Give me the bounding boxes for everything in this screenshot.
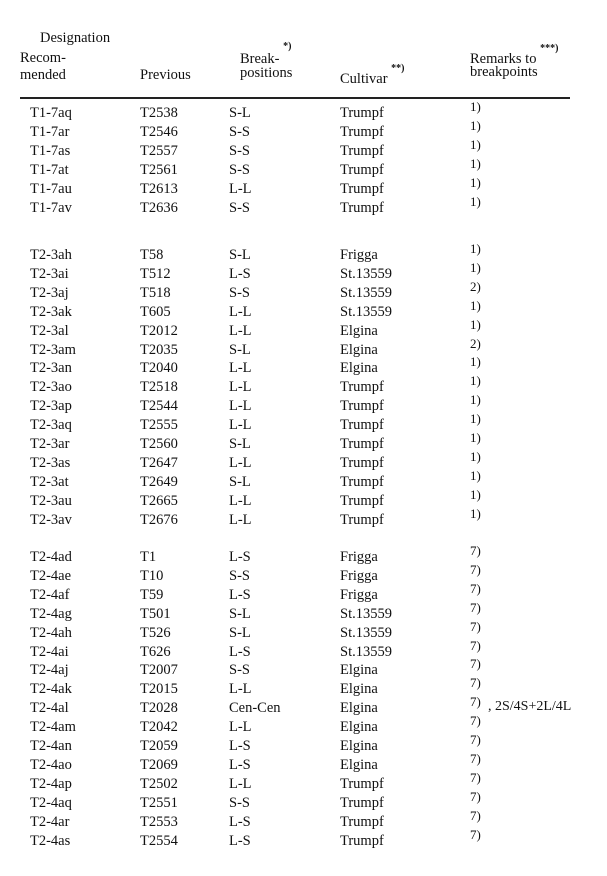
- breakpoints-cell: S-S: [229, 284, 250, 301]
- cultivar-cell: Frigga: [340, 586, 378, 603]
- remark-cell: 7): [470, 694, 481, 710]
- cultivar-cell: Trumpf: [340, 417, 384, 434]
- recommended-cell: T2-3ai: [30, 265, 69, 282]
- recommended-cell: T2-4ak: [30, 681, 72, 698]
- previous-cell: T2012: [140, 322, 178, 339]
- recommended-cell: T2-4ar: [30, 813, 70, 830]
- remark-extra-cell: , 2S/4S+2L/4L: [488, 699, 572, 715]
- table-row: [0, 316, 600, 340]
- table-row: [0, 486, 600, 510]
- previous-cell: T2028: [140, 700, 178, 717]
- previous-cell: T2551: [140, 794, 178, 811]
- remark-cell: 7): [470, 599, 481, 615]
- cultivar-cell: Trumpf: [340, 813, 384, 830]
- table-row: [0, 467, 600, 491]
- cultivar-cell: Trumpf: [340, 379, 384, 396]
- cultivar-cell: Frigga: [340, 247, 378, 263]
- break-header-line1: [240, 41, 292, 67]
- remark-cell: 7): [470, 580, 481, 596]
- remark-cell: 1): [470, 486, 481, 502]
- cultivar-cell: Trumpf: [340, 511, 384, 528]
- recommended-cell: T2-3ap: [30, 398, 72, 415]
- previous-cell: T2554: [140, 832, 178, 849]
- previous-cell: T2015: [140, 681, 178, 698]
- table-row: [0, 561, 600, 585]
- recommended-cell: T2-4ai: [30, 643, 69, 660]
- table-row: [0, 136, 600, 160]
- previous-cell: T2546: [140, 123, 178, 140]
- remarks-header-label: Remarks to: [470, 50, 537, 67]
- cultivar-cell: Trumpf: [340, 199, 384, 216]
- breakpoints-cell: S-S: [229, 161, 250, 178]
- cultivar-cell: St.13559: [340, 605, 392, 622]
- recommended-cell: T2-3ao: [30, 379, 72, 396]
- table-row: [0, 174, 600, 198]
- recommended-cell: T1-7ar: [30, 123, 70, 140]
- table-row: [0, 807, 600, 831]
- recommended-cell: T2-3ak: [30, 303, 72, 320]
- recommended-cell: T2-3av: [30, 511, 72, 528]
- recommended-cell: T2-4ae: [30, 567, 72, 584]
- breakpoints-cell: L-L: [229, 360, 252, 377]
- cultivar-cell: St.13559: [340, 284, 392, 301]
- recommended-cell: T2-4ag: [30, 605, 72, 622]
- cultivar-cell: Trumpf: [340, 492, 384, 509]
- remark-cell: 1): [470, 316, 481, 332]
- table-row: [0, 732, 600, 755]
- remark-cell: 1): [470, 241, 481, 256]
- remark-cell: 7): [470, 618, 481, 634]
- recommended-cell: T2-4as: [30, 832, 71, 849]
- table-row: [0, 117, 600, 141]
- remark-cell: 7): [470, 675, 481, 691]
- previous-cell: T2040: [140, 360, 178, 377]
- break-header-mark: *): [283, 41, 292, 52]
- breakpoints-cell: L-L: [229, 719, 252, 736]
- cultivar-cell: Trumpf: [340, 775, 384, 792]
- remark-cell: 1): [470, 467, 481, 483]
- cultivar-cell: Trumpf: [340, 123, 384, 140]
- cultivar-header-label: Cultivar: [340, 70, 388, 87]
- remark-cell: 7): [470, 769, 481, 785]
- previous-cell: T2676: [140, 511, 178, 528]
- recommended-header-line2: mended: [20, 67, 66, 83]
- breakpoints-cell: L-L: [229, 511, 252, 528]
- table-row: [0, 713, 600, 736]
- breakpoints-cell: L-S: [229, 586, 251, 603]
- remark-cell: 1): [470, 193, 481, 209]
- previous-cell: T2647: [140, 454, 178, 471]
- remark-cell: 7): [470, 732, 481, 747]
- cultivar-cell: Elgina: [340, 360, 378, 377]
- remark-cell: 7): [470, 713, 481, 729]
- breakpoints-cell: S-S: [229, 142, 250, 159]
- recommended-cell: T2-4ao: [30, 756, 72, 773]
- recommended-cell: T1-7au: [30, 180, 72, 197]
- cultivar-cell: Trumpf: [340, 142, 384, 159]
- breakpoints-cell: L-S: [229, 813, 251, 830]
- remark-cell: 1): [470, 505, 481, 521]
- breakpoints-cell: L-S: [229, 265, 251, 282]
- breakpoints-cell: S-L: [229, 473, 251, 490]
- breakpoints-cell: L-L: [229, 775, 252, 792]
- table-row: [0, 618, 600, 642]
- breakpoints-cell: L-L: [229, 398, 252, 415]
- cultivar-cell: Trumpf: [340, 180, 384, 197]
- breakpoints-cell: L-S: [229, 643, 251, 660]
- table-row: [0, 335, 600, 359]
- previous-cell: T2502: [140, 775, 178, 792]
- cultivar-cell: Elgina: [340, 662, 378, 679]
- table-row: [0, 675, 600, 698]
- remark-cell: 7): [470, 656, 481, 672]
- cultivar-cell: Trumpf: [340, 105, 384, 121]
- breakpoints-cell: L-L: [229, 180, 252, 197]
- remark-cell: 1): [470, 99, 481, 114]
- previous-cell: T2649: [140, 473, 178, 490]
- previous-cell: T58: [140, 247, 164, 263]
- recommended-cell: T2-3an: [30, 360, 72, 377]
- table-row: [0, 259, 600, 283]
- breakpoints-cell: L-L: [229, 454, 252, 471]
- previous-cell: T2555: [140, 417, 178, 434]
- recommended-cell: T2-3as: [30, 454, 71, 471]
- recommended-cell: T2-4af: [30, 586, 70, 603]
- previous-cell: T526: [140, 624, 171, 641]
- breakpoints-cell: L-L: [229, 492, 252, 509]
- previous-cell: T2518: [140, 379, 178, 396]
- remark-cell: 1): [470, 354, 481, 370]
- recommended-cell: T2-3am: [30, 341, 76, 358]
- recommended-cell: T2-3ar: [30, 436, 70, 452]
- breakpoints-cell: L-S: [229, 832, 251, 849]
- previous-cell: T2538: [140, 105, 178, 121]
- recommended-cell: T2-3au: [30, 492, 72, 509]
- table-row: [0, 448, 600, 472]
- remark-cell: 1): [470, 430, 481, 445]
- recommended-cell: T2-4ad: [30, 549, 72, 565]
- breakpoints-cell: L-S: [229, 549, 251, 565]
- table-row: [0, 769, 600, 793]
- breakpoints-cell: S-L: [229, 624, 251, 641]
- cultivar-header-mark: **): [391, 63, 405, 74]
- previous-cell: T2665: [140, 492, 178, 509]
- breakpoints-cell: S-L: [229, 341, 251, 358]
- remark-cell: 1): [470, 448, 481, 464]
- table-row: [0, 543, 600, 566]
- cultivar-cell: Elgina: [340, 738, 378, 754]
- cultivar-cell: Frigga: [340, 549, 378, 565]
- table-row: [0, 826, 600, 850]
- cultivar-cell: St.13559: [340, 265, 392, 282]
- remark-cell: 1): [470, 136, 481, 152]
- break-header-line2: positions: [240, 65, 293, 81]
- breakpoints-cell: L-L: [229, 322, 252, 339]
- table-row: [0, 373, 600, 396]
- breakpoints-cell: L-L: [229, 417, 252, 434]
- previous-cell: T2636: [140, 199, 178, 216]
- previous-cell: T518: [140, 284, 171, 301]
- breakpoints-cell: S-S: [229, 662, 250, 679]
- recommended-cell: T2-4ap: [30, 775, 72, 792]
- remark-cell: 1): [470, 259, 481, 275]
- breakpoints-cell: S-S: [229, 123, 250, 140]
- breakpoints-cell: S-S: [229, 199, 250, 216]
- remark-cell: 7): [470, 788, 481, 804]
- remark-cell: 2): [470, 278, 481, 294]
- table-row: [0, 99, 600, 122]
- recommended-cell: T2-3al: [30, 322, 69, 339]
- breakpoints-cell: L-L: [229, 379, 252, 396]
- cultivar-cell: Trumpf: [340, 794, 384, 811]
- recommended-cell: T2-4am: [30, 719, 76, 736]
- breakpoints-cell: S-L: [229, 605, 251, 622]
- cultivar-cell: Elgina: [340, 700, 378, 717]
- cultivar-cell: Trumpf: [340, 473, 384, 490]
- cultivar-cell: St.13559: [340, 643, 392, 660]
- table-row: [0, 637, 600, 661]
- cultivar-cell: St.13559: [340, 303, 392, 320]
- table-row: [0, 580, 600, 604]
- recommended-cell: T2-4ah: [30, 624, 72, 641]
- breakpoints-cell: S-L: [229, 105, 251, 121]
- table-row: [0, 193, 600, 217]
- remark-cell: 1): [470, 373, 481, 389]
- recommended-cell: T1-7at: [30, 161, 69, 178]
- recommended-cell: T2-3ah: [30, 247, 72, 263]
- table-row: [0, 694, 600, 717]
- breakpoints-cell: L-S: [229, 738, 251, 754]
- recommended-header-line1: Recom-: [20, 50, 66, 66]
- cultivar-cell: Elgina: [340, 719, 378, 736]
- header-rule: [20, 97, 570, 99]
- table-row: [0, 411, 600, 434]
- breakpoints-cell: S-L: [229, 247, 251, 263]
- table-row: [0, 788, 600, 812]
- previous-cell: T512: [140, 265, 171, 282]
- remark-cell: 7): [470, 543, 481, 558]
- previous-cell: T626: [140, 643, 171, 660]
- previous-cell: T2561: [140, 161, 178, 178]
- recommended-cell: T2-3at: [30, 473, 69, 490]
- remark-cell: 7): [470, 561, 481, 577]
- previous-cell: T2544: [140, 398, 178, 415]
- recommended-cell: T1-7aq: [30, 105, 72, 121]
- previous-cell: T2613: [140, 180, 178, 197]
- cultivar-cell: Elgina: [340, 681, 378, 698]
- previous-cell: T59: [140, 586, 164, 603]
- previous-cell: T501: [140, 605, 171, 622]
- remark-cell: 1): [470, 174, 481, 190]
- previous-cell: T10: [140, 567, 164, 584]
- previous-cell: T2035: [140, 341, 178, 358]
- remark-cell: 7): [470, 807, 481, 823]
- table-row: [0, 430, 600, 453]
- breakpoints-cell: L-L: [229, 303, 252, 320]
- remark-cell: 1): [470, 117, 481, 133]
- table-row: [0, 599, 600, 623]
- previous-cell: T2007: [140, 662, 178, 679]
- previous-header: Previous: [140, 67, 191, 83]
- cultivar-cell: St.13559: [340, 624, 392, 641]
- breakpoints-cell: S-S: [229, 567, 250, 584]
- table-row: [0, 750, 600, 774]
- table-row: [0, 505, 600, 529]
- remark-cell: 1): [470, 297, 481, 313]
- previous-cell: T2059: [140, 738, 178, 754]
- previous-cell: T2557: [140, 142, 178, 159]
- cultivar-cell: Elgina: [340, 756, 378, 773]
- remark-cell: 2): [470, 335, 481, 351]
- cultivar-cell: Frigga: [340, 567, 378, 584]
- remark-cell: 7): [470, 826, 481, 842]
- remark-cell: 1): [470, 392, 481, 408]
- recommended-cell: T2-4an: [30, 738, 72, 754]
- designation-header: Designation: [40, 30, 111, 46]
- remarks-header-mark: ***): [540, 43, 559, 54]
- previous-cell: T2560: [140, 436, 178, 452]
- previous-cell: T2042: [140, 719, 178, 736]
- remark-cell: 7): [470, 750, 481, 766]
- cultivar-cell: Elgina: [340, 341, 378, 358]
- breakpoints-cell: S-L: [229, 436, 251, 452]
- cultivar-header: [340, 63, 405, 87]
- breakpoints-cell: Cen-Cen: [229, 700, 281, 717]
- recommended-cell: T2-4aq: [30, 794, 72, 811]
- cultivar-cell: Trumpf: [340, 832, 384, 849]
- table-row: [0, 278, 600, 302]
- table-row: [0, 656, 600, 679]
- break-header-label: Break-: [240, 50, 280, 67]
- cultivar-cell: Elgina: [340, 322, 378, 339]
- previous-cell: T2553: [140, 813, 178, 830]
- remark-cell: 7): [470, 637, 481, 653]
- table-row: [0, 392, 600, 415]
- remark-cell: 1): [470, 411, 481, 427]
- breakpoints-cell: L-L: [229, 681, 252, 698]
- cultivar-cell: Trumpf: [340, 436, 384, 452]
- cultivar-cell: Trumpf: [340, 161, 384, 178]
- table-row: [0, 297, 600, 321]
- recommended-cell: T1-7as: [30, 142, 71, 159]
- recommended-cell: T2-3aq: [30, 417, 72, 434]
- recommended-cell: T2-3aj: [30, 284, 69, 301]
- table-row: [0, 155, 600, 179]
- table-row: [0, 241, 600, 264]
- breakpoints-cell: L-S: [229, 756, 251, 773]
- previous-cell: T605: [140, 303, 171, 320]
- breakpoints-cell: S-S: [229, 794, 250, 811]
- cultivar-cell: Trumpf: [340, 398, 384, 415]
- recommended-cell: T2-4al: [30, 700, 69, 717]
- table-row: [0, 354, 600, 377]
- remark-cell: 1): [470, 155, 481, 171]
- recommended-cell: T2-4aj: [30, 662, 69, 679]
- remarks-header-line2: breakpoints: [470, 64, 538, 80]
- recommended-cell: T1-7av: [30, 199, 72, 216]
- previous-cell: T1: [140, 549, 157, 565]
- previous-cell: T2069: [140, 756, 178, 773]
- cultivar-cell: Trumpf: [340, 454, 384, 471]
